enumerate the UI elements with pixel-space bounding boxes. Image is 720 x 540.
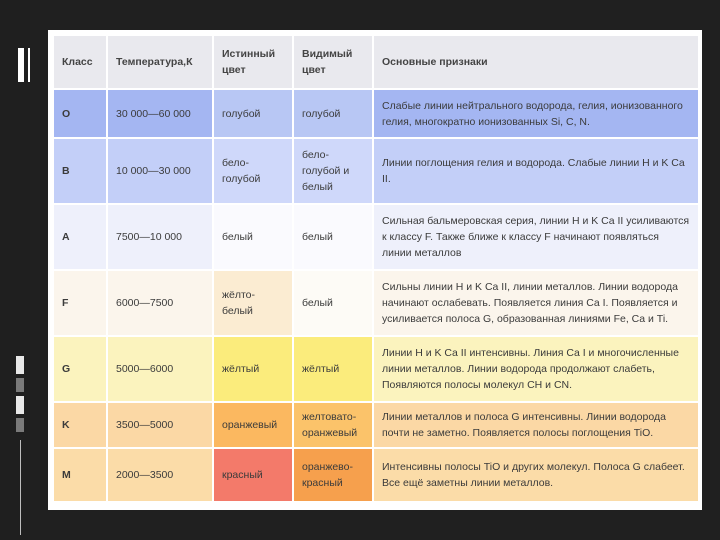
cell-features: Линии H и K Ca II интенсивны. Линия Ca I и многочисленные линии металлов. Линии водорода продолжают слабеть, Появляются полосы молекул CH и CN. <box>374 337 698 401</box>
cell-class: O <box>54 90 106 137</box>
table-row <box>54 271 698 335</box>
side-mark <box>16 396 24 414</box>
header-visible-color: Видимый цвет <box>294 36 372 88</box>
cell-features: Линии поглощения гелия и водорода. Слабые линии H и K Ca II. <box>374 139 698 203</box>
cell-visible-color: желтовато-оранжевый <box>294 403 372 447</box>
cell-features: Сильная бальмеровская серия, линии H и K Ca II усиливаются к классу F. Также ближе к классу F начинают появляться линии металлов <box>374 205 698 269</box>
cell-visible-color: жёлтый <box>294 337 372 401</box>
cell-temperature: 3500—5000 <box>108 403 212 447</box>
cell-visible-color: оранжево-красный <box>294 449 372 501</box>
cell-visible-color: белый <box>294 205 372 269</box>
table-row <box>54 205 698 269</box>
cell-features: Интенсивны полосы TiO и других молекул. Полоса G слабеет. Все ещё заметны линии металлов. <box>374 449 698 501</box>
header-features: Основные признаки <box>374 36 698 88</box>
cell-class: M <box>54 449 106 501</box>
header-class: Класс <box>54 36 106 88</box>
cell-true-color: бело-голубой <box>214 139 292 203</box>
cell-temperature: 10 000—30 000 <box>108 139 212 203</box>
cell-temperature: 6000—7500 <box>108 271 212 335</box>
side-mark <box>16 356 24 374</box>
cell-features: Слабые линии нейтрального водорода, гелия, ионизованного гелия, многократно ионизованных Si, C, N. <box>374 90 698 137</box>
cell-temperature: 5000—6000 <box>108 337 212 401</box>
cell-features: Линии металлов и полоса G интенсивны. Линии водорода почти не заметно. Появляется полосы поглощения TiO. <box>374 403 698 447</box>
table-header-row <box>54 36 698 88</box>
cell-true-color: оранжевый <box>214 403 292 447</box>
header-temperature: Температура,К <box>108 36 212 88</box>
spectral-class-table <box>52 34 700 503</box>
cell-temperature: 7500—10 000 <box>108 205 212 269</box>
cell-true-color: жёлто-белый <box>214 271 292 335</box>
side-line <box>20 440 21 535</box>
cell-class: A <box>54 205 106 269</box>
cell-class: G <box>54 337 106 401</box>
table-row <box>54 139 698 203</box>
header-true-color: Истинный цвет <box>214 36 292 88</box>
cell-true-color: жёлтый <box>214 337 292 401</box>
side-mark <box>16 378 24 392</box>
cell-temperature: 30 000—60 000 <box>108 90 212 137</box>
cell-visible-color: бело-голубой и белый <box>294 139 372 203</box>
decor-bar <box>18 48 24 82</box>
cell-true-color: голубой <box>214 90 292 137</box>
cell-true-color: белый <box>214 205 292 269</box>
cell-visible-color: голубой <box>294 90 372 137</box>
spectral-class-table-sheet <box>48 30 702 510</box>
cell-temperature: 2000—3500 <box>108 449 212 501</box>
cell-class: F <box>54 271 106 335</box>
side-mark <box>16 418 24 432</box>
cell-features: Сильны линии H и K Ca II, линии металлов. Линии водорода начинают ослабевать. Появляется линия Ca I. Появляется и усиливается полоса G, образованная линиями Fe, Ca и Ti. <box>374 271 698 335</box>
cell-visible-color: белый <box>294 271 372 335</box>
decor-bar-thin <box>28 48 30 82</box>
side-marks <box>16 356 24 436</box>
table-row <box>54 449 698 501</box>
cell-class: B <box>54 139 106 203</box>
table-row <box>54 90 698 137</box>
cell-class: K <box>54 403 106 447</box>
table-row <box>54 337 698 401</box>
table-row <box>54 403 698 447</box>
cell-true-color: красный <box>214 449 292 501</box>
